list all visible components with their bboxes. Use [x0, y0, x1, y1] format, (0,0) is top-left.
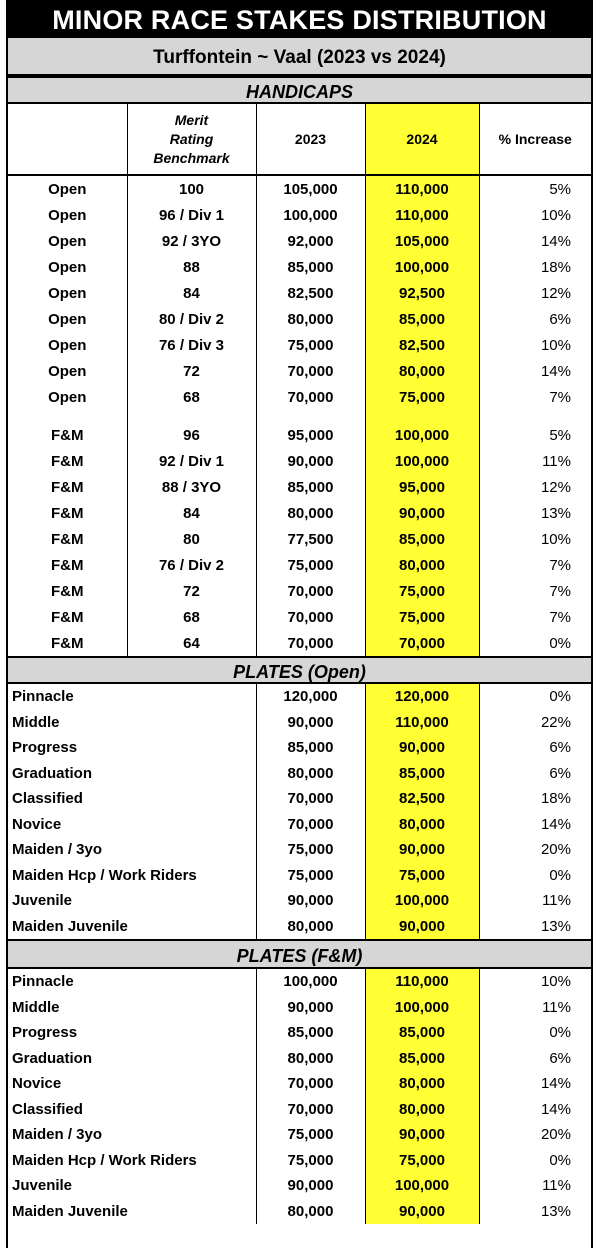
plates-fm-rows: [8, 969, 591, 1224]
table-row: [8, 254, 591, 280]
category-cell: F&M: [8, 448, 127, 474]
stake-2024-cell: 70,000: [365, 630, 479, 656]
table-row: [8, 228, 591, 254]
stake-2024-cell: 75,000: [365, 604, 479, 630]
category-cell: F&M: [8, 552, 127, 578]
year-2024-header: 2024: [365, 104, 479, 175]
plate-name-cell: Graduation: [8, 761, 256, 787]
table-row: [8, 175, 591, 202]
merit-cell: 76 / Div 2: [127, 552, 256, 578]
plate-name-cell: Middle: [8, 710, 256, 736]
stake-2023-cell: 75,000: [256, 332, 365, 358]
category-cell: F&M: [8, 604, 127, 630]
table-row: [8, 604, 591, 630]
increase-cell: 14%: [540, 1075, 571, 1093]
stake-2023-cell: 85,000: [256, 735, 365, 761]
merit-cell: 68: [127, 384, 256, 410]
increase-cell: 7%: [549, 388, 571, 406]
merit-cell: 100: [127, 175, 256, 202]
stake-2023-cell: 75,000: [256, 1122, 365, 1148]
table-row: [8, 1148, 591, 1174]
page-title: MINOR RACE STAKES DISTRIBUTION: [8, 0, 591, 38]
plate-name-cell: Maiden Juvenile: [8, 1199, 256, 1225]
merit-cell: 64: [127, 630, 256, 656]
stake-2023-cell: 70,000: [256, 1097, 365, 1123]
table-row: [8, 995, 591, 1021]
stake-2023-cell: 70,000: [256, 812, 365, 838]
increase-cell: 13%: [540, 1202, 571, 1220]
merit-cell: 84: [127, 500, 256, 526]
stake-2023-cell: 80,000: [256, 761, 365, 787]
stake-2024-cell: 110,000: [365, 202, 479, 228]
table-row: [8, 1097, 591, 1123]
stake-2023-cell: 70,000: [256, 384, 365, 410]
increase-cell: 20%: [540, 1126, 571, 1144]
stake-2023-cell: 100,000: [256, 969, 365, 995]
table-row: [8, 735, 591, 761]
category-cell: F&M: [8, 630, 127, 656]
stake-2023-cell: 90,000: [256, 888, 365, 914]
stake-2024-cell: 95,000: [365, 474, 479, 500]
increase-cell: 10%: [540, 973, 571, 991]
increase-cell: 7%: [549, 556, 571, 574]
table-row: [8, 306, 591, 332]
stake-2024-cell: 85,000: [365, 1046, 479, 1072]
stake-2023-cell: 80,000: [256, 914, 365, 940]
stake-2024-cell: 85,000: [365, 306, 479, 332]
table-row: [8, 812, 591, 838]
increase-cell: 11%: [542, 998, 571, 1016]
category-cell: Open: [8, 358, 127, 384]
increase-cell: 12%: [540, 478, 571, 496]
table-row: [8, 761, 591, 787]
table-row: [8, 969, 591, 995]
stake-2024-cell: 110,000: [365, 175, 479, 202]
plate-name-cell: Maiden Hcp / Work Riders: [8, 1148, 256, 1174]
stake-2023-cell: 70,000: [256, 358, 365, 384]
stake-2024-cell: 82,500: [365, 786, 479, 812]
plate-name-cell: Graduation: [8, 1046, 256, 1072]
stake-2024-cell: 90,000: [365, 735, 479, 761]
merit-cell: 88 / 3YO: [127, 474, 256, 500]
stake-2024-cell: 80,000: [365, 812, 479, 838]
stake-2023-cell: 70,000: [256, 604, 365, 630]
plates-open-heading: PLATES (Open): [8, 656, 591, 684]
plate-name-cell: Juvenile: [8, 1173, 256, 1199]
stake-2023-cell: 70,000: [256, 1071, 365, 1097]
category-cell: Open: [8, 280, 127, 306]
increase-cell: 0%: [549, 688, 571, 706]
stake-2024-cell: 80,000: [365, 358, 479, 384]
category-cell: Open: [8, 254, 127, 280]
stake-2023-cell: 82,500: [256, 280, 365, 306]
stake-2024-cell: 75,000: [365, 384, 479, 410]
stake-2023-cell: 75,000: [256, 837, 365, 863]
handicaps-header-row: [8, 104, 591, 175]
stake-2023-cell: 70,000: [256, 786, 365, 812]
table-row: [8, 332, 591, 358]
stake-2023-cell: 85,000: [256, 254, 365, 280]
table-row: [8, 552, 591, 578]
merit-cell: 76 / Div 3: [127, 332, 256, 358]
stake-2023-cell: 77,500: [256, 526, 365, 552]
stake-2023-cell: 90,000: [256, 995, 365, 1021]
table-row: [8, 888, 591, 914]
increase-cell: 0%: [549, 634, 571, 652]
increase-cell: 0%: [549, 866, 571, 884]
handicaps-fm-rows: [8, 422, 591, 656]
stake-2024-cell: 105,000: [365, 228, 479, 254]
increase-cell: 20%: [540, 841, 571, 859]
increase-cell: 11%: [542, 452, 571, 470]
stake-2024-cell: 100,000: [365, 254, 479, 280]
stake-2023-cell: 95,000: [256, 422, 365, 448]
plate-name-cell: Progress: [8, 1020, 256, 1046]
stake-2023-cell: 80,000: [256, 1046, 365, 1072]
table-row: [8, 837, 591, 863]
merit-header: Merit Rating Benchmark: [127, 104, 256, 175]
plates-open-table: [8, 684, 591, 939]
plate-name-cell: Juvenile: [8, 888, 256, 914]
increase-cell: 14%: [540, 362, 571, 380]
stake-2024-cell: 75,000: [365, 1148, 479, 1174]
category-cell: F&M: [8, 526, 127, 552]
increase-cell: 18%: [540, 790, 571, 808]
increase-cell: 12%: [540, 284, 571, 302]
category-cell: Open: [8, 202, 127, 228]
stake-2024-cell: 85,000: [365, 526, 479, 552]
category-cell: Open: [8, 306, 127, 332]
plates-open-rows: [8, 684, 591, 939]
stake-2024-cell: 90,000: [365, 500, 479, 526]
stake-2024-cell: 110,000: [365, 710, 479, 736]
table-row: [8, 500, 591, 526]
stake-2023-cell: 85,000: [256, 474, 365, 500]
category-cell: F&M: [8, 474, 127, 500]
plates-fm-table: [8, 969, 591, 1224]
handicaps-spacer: [8, 410, 591, 422]
stake-2023-cell: 90,000: [256, 710, 365, 736]
category-cell: Open: [8, 332, 127, 358]
merit-cell: 96: [127, 422, 256, 448]
table-row: [8, 448, 591, 474]
stake-2023-cell: 85,000: [256, 1020, 365, 1046]
stakes-sheet: [6, 0, 593, 1248]
stake-2023-cell: 120,000: [256, 684, 365, 710]
category-cell: F&M: [8, 578, 127, 604]
merit-cell: 80 / Div 2: [127, 306, 256, 332]
increase-cell: 13%: [540, 917, 571, 935]
stake-2023-cell: 70,000: [256, 630, 365, 656]
increase-cell: 6%: [549, 1049, 571, 1067]
handicaps-table: [8, 104, 591, 656]
plate-name-cell: Maiden / 3yo: [8, 837, 256, 863]
table-row: [8, 630, 591, 656]
increase-cell: 18%: [540, 258, 571, 276]
stake-2024-cell: 80,000: [365, 1097, 479, 1123]
stake-2023-cell: 75,000: [256, 552, 365, 578]
stake-2024-cell: 85,000: [365, 1020, 479, 1046]
merit-cell: 88: [127, 254, 256, 280]
plate-name-cell: Pinnacle: [8, 684, 256, 710]
table-row: [8, 1173, 591, 1199]
merit-cell: 68: [127, 604, 256, 630]
increase-cell: 7%: [549, 608, 571, 626]
table-row: [8, 914, 591, 940]
stake-2023-cell: 70,000: [256, 578, 365, 604]
plate-name-cell: Maiden / 3yo: [8, 1122, 256, 1148]
increase-cell: 10%: [540, 206, 571, 224]
stake-2024-cell: 100,000: [365, 422, 479, 448]
increase-cell: 0%: [549, 1151, 571, 1169]
stake-2023-cell: 80,000: [256, 500, 365, 526]
plate-name-cell: Pinnacle: [8, 969, 256, 995]
page-subtitle: Turffontein ~ Vaal (2023 vs 2024): [8, 38, 591, 76]
stake-2024-cell: 85,000: [365, 761, 479, 787]
stake-2023-cell: 80,000: [256, 306, 365, 332]
stake-2024-cell: 75,000: [365, 578, 479, 604]
stake-2023-cell: 100,000: [256, 202, 365, 228]
plates-fm-heading: PLATES (F&M): [8, 939, 591, 969]
stake-2024-cell: 90,000: [365, 1122, 479, 1148]
table-row: [8, 710, 591, 736]
increase-cell: 22%: [540, 713, 571, 731]
increase-cell: 5%: [549, 426, 571, 444]
table-row: [8, 578, 591, 604]
stake-2024-cell: 80,000: [365, 1071, 479, 1097]
increase-header: % Increase: [479, 104, 591, 175]
table-row: [8, 280, 591, 306]
increase-cell: 11%: [542, 1177, 571, 1195]
merit-cell: 96 / Div 1: [127, 202, 256, 228]
stake-2024-cell: 92,500: [365, 280, 479, 306]
increase-cell: 10%: [540, 336, 571, 354]
stake-2024-cell: 90,000: [365, 914, 479, 940]
merit-cell: 72: [127, 358, 256, 384]
plate-name-cell: Novice: [8, 1071, 256, 1097]
table-row: [8, 1046, 591, 1072]
plate-name-cell: Maiden Hcp / Work Riders: [8, 863, 256, 889]
merit-cell: 84: [127, 280, 256, 306]
increase-cell: 14%: [540, 1100, 571, 1118]
stake-2023-cell: 90,000: [256, 448, 365, 474]
stake-2024-cell: 90,000: [365, 837, 479, 863]
handicaps-open-rows: [8, 175, 591, 410]
stake-2024-cell: 90,000: [365, 1199, 479, 1225]
category-cell: Open: [8, 175, 127, 202]
plate-name-cell: Middle: [8, 995, 256, 1021]
category-cell: Open: [8, 228, 127, 254]
table-row: [8, 422, 591, 448]
stake-2024-cell: 82,500: [365, 332, 479, 358]
increase-cell: 7%: [549, 582, 571, 600]
increase-cell: 6%: [549, 739, 571, 757]
stake-2024-cell: 100,000: [365, 888, 479, 914]
increase-cell: 14%: [540, 815, 571, 833]
stake-2023-cell: 75,000: [256, 863, 365, 889]
increase-cell: 6%: [549, 764, 571, 782]
table-row: [8, 1020, 591, 1046]
stake-2023-cell: 90,000: [256, 1173, 365, 1199]
stake-2023-cell: 80,000: [256, 1199, 365, 1225]
merit-cell: 72: [127, 578, 256, 604]
handicaps-heading: HANDICAPS: [8, 76, 591, 104]
category-cell: F&M: [8, 500, 127, 526]
table-row: [8, 202, 591, 228]
increase-cell: 14%: [540, 232, 571, 250]
table-row: [8, 1071, 591, 1097]
table-row: [8, 474, 591, 500]
stake-2024-cell: 80,000: [365, 552, 479, 578]
plate-name-cell: Progress: [8, 735, 256, 761]
table-row: [8, 863, 591, 889]
plate-name-cell: Novice: [8, 812, 256, 838]
table-row: [8, 358, 591, 384]
merit-cell: 80: [127, 526, 256, 552]
stake-2024-cell: 120,000: [365, 684, 479, 710]
stake-2024-cell: 100,000: [365, 995, 479, 1021]
plate-name-cell: Maiden Juvenile: [8, 914, 256, 940]
stake-2024-cell: 110,000: [365, 969, 479, 995]
stake-2023-cell: 75,000: [256, 1148, 365, 1174]
table-row: [8, 384, 591, 410]
stake-2023-cell: 92,000: [256, 228, 365, 254]
stake-2024-cell: 100,000: [365, 448, 479, 474]
stake-2024-cell: 75,000: [365, 863, 479, 889]
year-2023-header: 2023: [256, 104, 365, 175]
increase-cell: 5%: [549, 180, 571, 198]
merit-cell: 92 / Div 1: [127, 448, 256, 474]
increase-cell: 11%: [542, 892, 571, 910]
table-row: [8, 786, 591, 812]
table-row: [8, 684, 591, 710]
increase-cell: 6%: [549, 310, 571, 328]
plate-name-cell: Classified: [8, 786, 256, 812]
merit-cell: 92 / 3YO: [127, 228, 256, 254]
category-cell: Open: [8, 384, 127, 410]
increase-cell: 10%: [540, 530, 571, 548]
table-row: [8, 1199, 591, 1225]
table-row: [8, 1122, 591, 1148]
stake-2024-cell: 100,000: [365, 1173, 479, 1199]
stake-2023-cell: 105,000: [256, 175, 365, 202]
increase-cell: 13%: [540, 504, 571, 522]
table-row: [8, 526, 591, 552]
increase-cell: 0%: [549, 1024, 571, 1042]
plate-name-cell: Classified: [8, 1097, 256, 1123]
category-cell: F&M: [8, 422, 127, 448]
